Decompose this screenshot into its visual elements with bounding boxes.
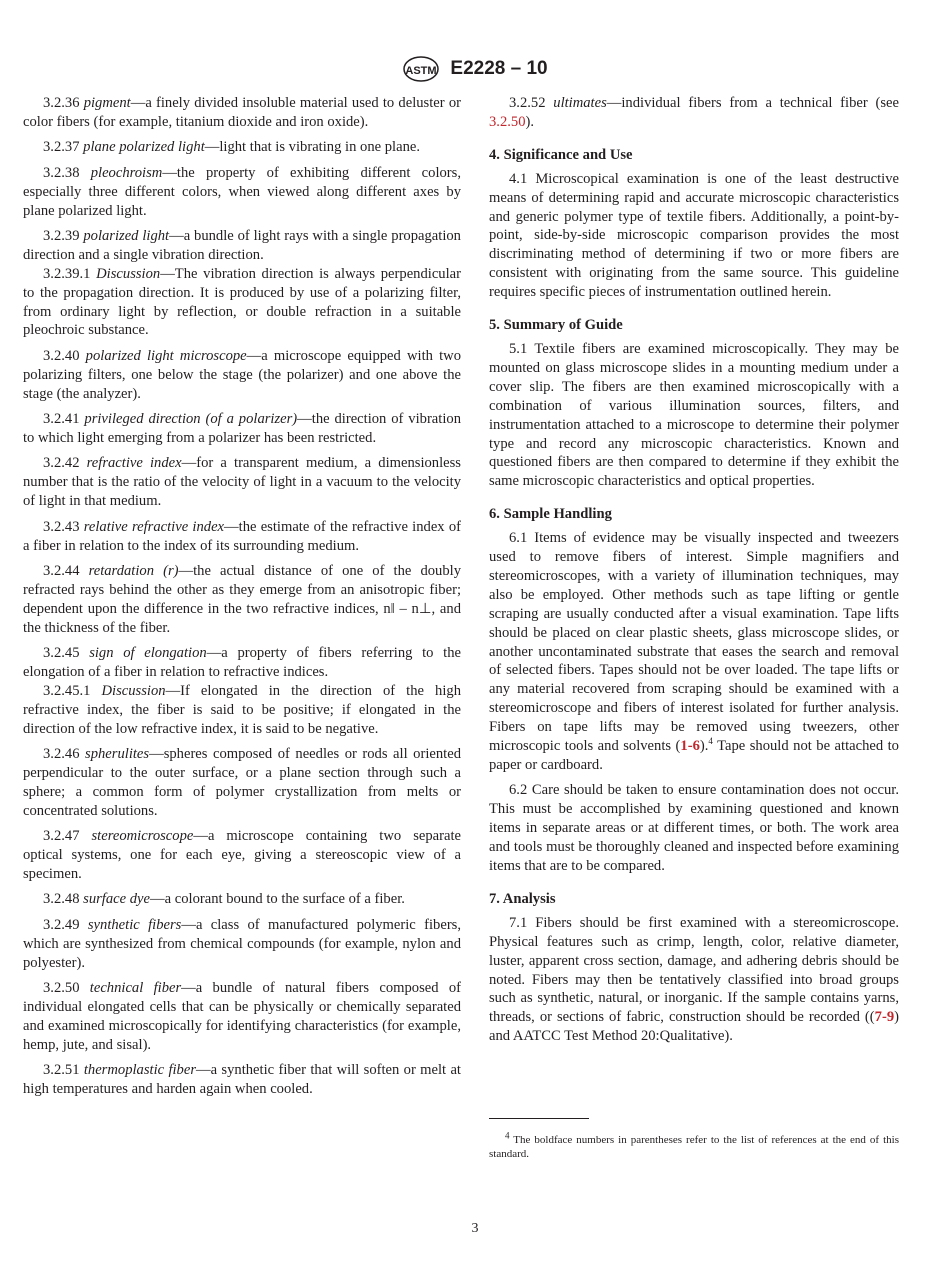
definition-entry [23, 94, 461, 132]
page-number: 3 [471, 1221, 479, 1236]
definition-term: retardation (r) [88, 562, 179, 579]
definition-text: —a class of manufactured polymeric fibers, which are synthesized from chemical compounds (for example, nylon and polyester). [23, 916, 462, 971]
footnote-number: 4 [505, 1130, 510, 1141]
definition-entry [23, 827, 461, 884]
definition-number: 3.2.50 [43, 980, 80, 997]
definition-entry [23, 644, 461, 682]
definition-text: —a bundle of light rays with a single propagation direction and a single vibration direction. [23, 227, 461, 263]
definition-text: —a finely divided insoluble material used to deluster or color fibers (for example, titanium dioxide and iron oxide). [23, 95, 461, 130]
paragraph-text: Tape should not be attached to paper or cardboard. [489, 738, 899, 773]
definition-text: —If elongated in the direction of the high refractive index, the fiber is said to be positive; if elongated in the direction of the low refractive index, it is said to be negative. [23, 682, 461, 737]
section-heading-7: 7. Analysis [489, 890, 556, 907]
paragraph-6-1 [489, 529, 899, 775]
definition-number: 3.2.36 [43, 95, 80, 111]
definition-entry [23, 1061, 461, 1099]
page-header [0, 55, 950, 83]
definition-text: —a synthetic fiber that will soften or melt at high temperatures and harden again when cooled. [23, 1062, 461, 1098]
definition-term: stereomicroscope [91, 828, 194, 845]
definition-number: 3.2.42 [43, 455, 80, 472]
definition-entry [23, 562, 461, 638]
definition-number: 3.2.40 [43, 347, 80, 364]
section-heading-5: 5. Summary of Guide [489, 317, 623, 334]
definition-term: plane polarized light [83, 139, 205, 156]
definition-number: 3.2.44 [43, 562, 80, 579]
definition-term: polarized light [83, 227, 170, 244]
reference-link[interactable]: 1-6 [680, 738, 700, 755]
definition-term: sign of elongation [89, 645, 207, 662]
paragraph-text: 7.1 Fibers should be first examined with a stereomicroscope. Physical features such as crimp, length, color, relative diameter, luster, apparent cross section, damage, and adhering debris should be noted. Fibers may then be tentatively classified into broad groups such as synthetic, natural, or inorganic. If the sample contains yarns, threads, or sections of fabric, construction should be recorded (( [489, 914, 899, 1026]
section-heading-4: 4. Significance and Use [489, 146, 633, 163]
definition-text: —the estimate of the refractive index of a fiber in relation to the index of its surrounding medium. [23, 518, 461, 554]
definition-term: synthetic fibers [87, 916, 182, 933]
definition-entry [23, 138, 461, 157]
definition-text: —a colorant bound to the surface of a fiber. [150, 891, 405, 908]
right-column [489, 94, 899, 1053]
definition-number: 3.2.45 [43, 645, 80, 662]
definition-number: 3.2.49 [43, 916, 80, 933]
definition-entry [23, 890, 461, 909]
footnote [489, 1130, 899, 1161]
astm-logo [402, 55, 440, 83]
definition-term: pigment [83, 95, 131, 111]
definition-term: surface dye [83, 891, 151, 908]
definition-text: —a microscope containing two separate optical systems, one for each eye, giving a stereoscopic view of a specimen. [23, 828, 461, 883]
definition-entry [23, 916, 461, 973]
definition-text: —light that is vibrating in one plane. [204, 139, 420, 156]
paragraph-5-1: 5.1 Textile fibers are examined microscopically. They may be mounted on glass microscope slides in a mounting medium under a cover slip. The fibers are then examined microscopically with a combination of various illumination sources, filters, and instrumentation attached to a microscope to determine their polymer type and record any microscopic characteristics. Known and questioned fibers are then compared to determine if they exhibit the same microscopic characteristics and optical properties. [489, 340, 899, 490]
definition-text: —a bundle of natural fibers composed of individual elongated cells that can be physically or chemically separated and examined microscopically for identifying characteristics (for example, hemp, jute, and sisal). [23, 980, 461, 1053]
definition-entry [23, 227, 461, 265]
paragraph-text: 6.1 Items of evidence may be visually inspected and tweezers used to remove fibers of interest. Simple magnifiers and stereomicroscopes, with a variety of illumination techniques, may also be employed. Other methods such as tape lifting or gentle scraping are usually conducted after a visual examination. Tape lifts should be placed on clear plastic sheets, glass microscope slides, or another uncontaminated substrate that eases the search and removal of selected fibers. Tapes should not be over loaded. The tape lifts or any material recovered from scraping should be examined with a stereomicroscope and fibers of interest isolated for further analysis. Fibers on tape lifts may be removed using tweezers, other microscopic tools and solvents ( [489, 530, 899, 755]
paragraph-text: ) and AATCC Test Method 20:Qualitative). [489, 1009, 899, 1045]
definition-text: —individual fibers from a technical fiber (see [606, 95, 899, 111]
definition-term: privileged direction (of a polarizer) [84, 411, 298, 428]
definition-text: —a microscope equipped with two polarizing filters, one below the stage (the polarizer) and one above the stage (the analyzer). [23, 347, 462, 402]
definition-number: 3.2.39.1 [43, 265, 91, 282]
definition-entry [23, 265, 461, 341]
definition-term: ultimates [553, 95, 607, 111]
definition-3-2-52 [489, 94, 899, 132]
definition-number: 3.2.41 [43, 411, 80, 428]
definition-number: 3.2.46 [43, 746, 80, 763]
definition-term: spherulites [85, 746, 150, 763]
definition-text: —a property of fibers referring to the elongation of a fiber in relation to refractive indices. [23, 645, 461, 680]
definition-term: Discussion [101, 682, 166, 699]
definition-term: Discussion [96, 265, 161, 282]
definition-number: 3.2.39 [43, 227, 80, 244]
definition-term: pleochroism [90, 164, 163, 181]
definition-term: relative refractive index [83, 518, 225, 535]
definition-text: —the direction of vibration to which light emerging from a polarizer has been restricted. [23, 411, 461, 446]
definition-number: 3.2.37 [43, 139, 80, 156]
svg-text:ASTM: ASTM [405, 65, 437, 77]
paragraph-4-1: 4.1 Microscopical examination is one of the least destructive means of determining rapid and accurate microscopic characteristics and generic polymer type of textile fibers. Additionally, a point-by-point, side-by-side microscopic comparison provides the most discriminating method of determining if two or more fibers are consistent with originating from the same source. This guideline requires specific pieces of instrumentation outlined herein. [489, 170, 899, 301]
section-heading-6: 6. Sample Handling [489, 506, 612, 523]
definition-number: 3.2.51 [43, 1062, 80, 1079]
definition-term: technical fiber [89, 980, 182, 997]
definition-number: 3.2.52 [509, 95, 546, 111]
footnote-divider [489, 1118, 589, 1119]
definition-text-end: ). [525, 113, 534, 130]
definition-entry [23, 745, 461, 821]
definition-entry [23, 518, 461, 556]
definition-number: 3.2.48 [43, 891, 80, 908]
paragraph-text: ). [699, 738, 709, 755]
definition-text: —the actual distance of one of the doubly refracted rays behind the other as they emerge from an anisotropic fiber; dependent upon the difference in the two refractive indices, n‖ – n⊥, and the thickness of the fiber. [23, 562, 462, 636]
footnote-text: The boldface numbers in parentheses refer to the list of references at the end of this standard. [489, 1134, 899, 1160]
definition-entry [23, 410, 461, 448]
definition-term: thermoplastic fiber [83, 1062, 197, 1079]
definition-entry [23, 347, 461, 404]
definition-term: polarized light microscope [85, 347, 247, 364]
definition-entry [23, 164, 461, 221]
definition-entry [23, 979, 461, 1055]
definition-entry [23, 454, 461, 511]
definition-number: 3.2.45.1 [43, 682, 91, 699]
definition-term: refractive index [86, 455, 182, 472]
definition-text: —The vibration direction is always perpendicular to the propagation direction. It is produced by use of a polarizing filter, from ordinary light by reflection, or double refraction in a suitable pleochroic substance. [23, 265, 461, 339]
section-link[interactable]: 3.2.50 [489, 113, 526, 130]
footnote-marker: 4 [708, 736, 713, 747]
reference-link[interactable]: 7-9 [874, 1009, 895, 1026]
definition-entry [23, 682, 461, 739]
definition-number: 3.2.43 [43, 518, 80, 535]
paragraph-7-1 [489, 914, 899, 1046]
definition-number: 3.2.47 [43, 828, 80, 845]
definition-number: 3.2.38 [43, 164, 80, 181]
left-column [23, 94, 461, 1106]
definition-text: —the property of exhibiting different colors, especially three different colors, when viewed along different axes by plane polarized light. [23, 164, 461, 219]
definition-text: —spheres composed of needles or rods all oriented perpendicular to the outer surface, or a plane section through such a sphere; a common form of polymer crystallization from melts or concentrated solutions. [23, 746, 461, 819]
definition-text: —for a transparent medium, a dimensionless number that is the ratio of the velocity of light in a vacuum to the velocity of light in that medium. [23, 455, 461, 510]
paragraph-6-2: 6.2 Care should be taken to ensure contamination does not occur. This must be accomplished by examining questioned and known items in separate areas or at different times, or both. The work area and tools must be thoroughly cleaned and inspected before examining items that are to be compared. [489, 782, 899, 875]
standard-designation: E2228 – 10 [450, 58, 548, 79]
